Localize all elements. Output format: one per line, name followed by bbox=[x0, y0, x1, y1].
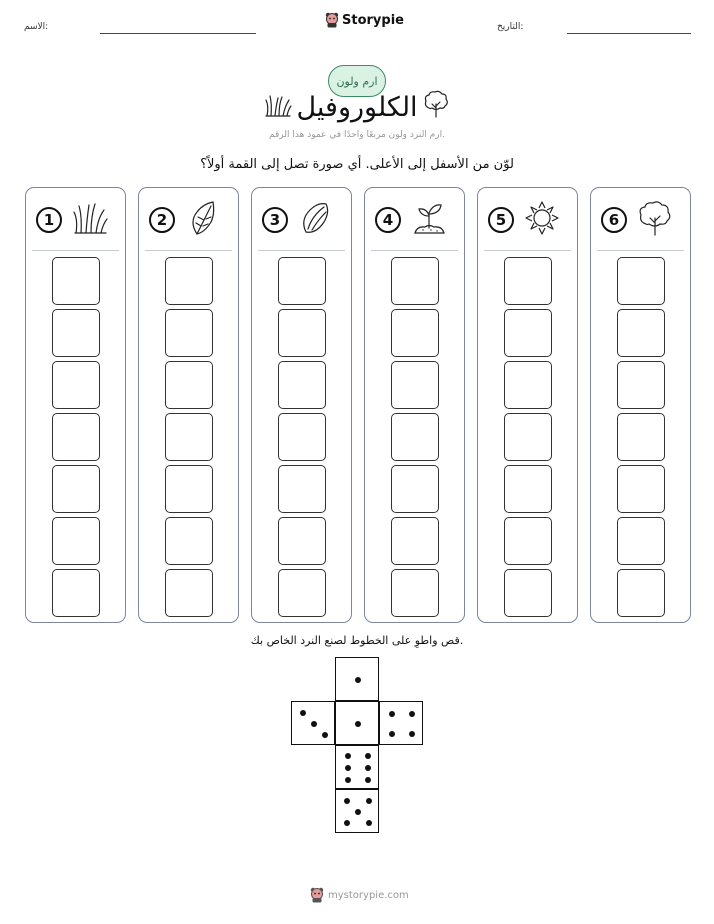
color-box[interactable] bbox=[617, 257, 665, 305]
column-divider bbox=[484, 250, 571, 251]
footer bbox=[310, 887, 409, 903]
color-box[interactable] bbox=[617, 569, 665, 617]
leaf-icon bbox=[185, 200, 221, 236]
color-box[interactable] bbox=[52, 361, 100, 409]
color-box[interactable] bbox=[391, 569, 439, 617]
color-box[interactable] bbox=[391, 309, 439, 357]
question-text: لوّن من الأسفل إلى الأعلى. أي صورة تصل إلى القمة أولاً؟ bbox=[200, 157, 514, 172]
column-divider bbox=[32, 250, 119, 251]
color-box[interactable] bbox=[165, 257, 213, 305]
color-box[interactable] bbox=[504, 413, 552, 461]
color-box[interactable] bbox=[617, 361, 665, 409]
color-box[interactable] bbox=[278, 465, 326, 513]
color-box[interactable] bbox=[617, 465, 665, 513]
color-box[interactable] bbox=[165, 569, 213, 617]
badge-label: ارم ولون bbox=[336, 74, 378, 88]
color-box[interactable] bbox=[504, 309, 552, 357]
column-4 bbox=[364, 187, 465, 623]
column-header bbox=[478, 188, 577, 250]
column-3 bbox=[251, 187, 352, 623]
column-number: 6 bbox=[601, 207, 627, 233]
column-header bbox=[591, 188, 690, 250]
column-number: 3 bbox=[262, 207, 288, 233]
column-number: 5 bbox=[488, 207, 514, 233]
dice-pip bbox=[409, 731, 415, 737]
dice-pip bbox=[409, 711, 415, 717]
name-line[interactable] bbox=[100, 33, 256, 34]
page-title: الكلوروفيل bbox=[296, 92, 418, 123]
bear-logo-icon bbox=[310, 887, 324, 903]
column-number: 4 bbox=[375, 207, 401, 233]
column-header bbox=[252, 188, 351, 250]
dice-face-4 bbox=[379, 701, 423, 745]
color-box[interactable] bbox=[504, 361, 552, 409]
color-box[interactable] bbox=[391, 257, 439, 305]
color-box[interactable] bbox=[504, 517, 552, 565]
instruction-text: ارم النرد ولون مربعًا واحدًا في عمود هذا الرقم. bbox=[269, 130, 445, 140]
dice-face-6 bbox=[335, 745, 379, 789]
color-box[interactable] bbox=[617, 413, 665, 461]
column-divider bbox=[371, 250, 458, 251]
dice-face-1 bbox=[335, 657, 379, 701]
color-box[interactable] bbox=[52, 413, 100, 461]
date-label: التاريخ: bbox=[497, 22, 524, 32]
color-box[interactable] bbox=[617, 309, 665, 357]
dice-pip bbox=[365, 765, 371, 771]
color-box[interactable] bbox=[391, 465, 439, 513]
seed-icon bbox=[298, 200, 334, 236]
dice-face-3 bbox=[291, 701, 335, 745]
dice-pip bbox=[322, 732, 328, 738]
color-box[interactable] bbox=[278, 413, 326, 461]
color-box[interactable] bbox=[165, 309, 213, 357]
dice-pip bbox=[344, 798, 350, 804]
color-box[interactable] bbox=[52, 309, 100, 357]
column-divider bbox=[258, 250, 345, 251]
column-header bbox=[139, 188, 238, 250]
color-box[interactable] bbox=[52, 569, 100, 617]
color-box[interactable] bbox=[165, 361, 213, 409]
sun-icon bbox=[524, 200, 560, 236]
grass-icon bbox=[72, 200, 108, 236]
color-box[interactable] bbox=[52, 517, 100, 565]
brand-name: Storypie bbox=[342, 12, 404, 28]
dice-pip bbox=[365, 777, 371, 783]
dice-pip bbox=[345, 753, 351, 759]
bear-logo-icon bbox=[325, 12, 339, 28]
dice-pip bbox=[365, 753, 371, 759]
color-box[interactable] bbox=[391, 413, 439, 461]
dice-pip bbox=[345, 777, 351, 783]
color-box[interactable] bbox=[391, 517, 439, 565]
column-number: 1 bbox=[36, 207, 62, 233]
name-label: الاسم: bbox=[24, 22, 49, 32]
color-box[interactable] bbox=[278, 361, 326, 409]
dice-pip bbox=[345, 765, 351, 771]
color-box[interactable] bbox=[278, 309, 326, 357]
color-box[interactable] bbox=[52, 257, 100, 305]
column-6 bbox=[590, 187, 691, 623]
color-box[interactable] bbox=[504, 257, 552, 305]
color-box[interactable] bbox=[52, 465, 100, 513]
column-1 bbox=[25, 187, 126, 623]
dice-pip bbox=[389, 711, 395, 717]
color-box[interactable] bbox=[165, 413, 213, 461]
color-box[interactable] bbox=[391, 361, 439, 409]
sprout-icon bbox=[411, 200, 447, 236]
dice-face-1 bbox=[335, 701, 379, 745]
column-2 bbox=[138, 187, 239, 623]
dice-pip bbox=[389, 731, 395, 737]
color-box[interactable] bbox=[504, 465, 552, 513]
dice-pip bbox=[355, 721, 361, 727]
color-box[interactable] bbox=[278, 257, 326, 305]
column-divider bbox=[597, 250, 684, 251]
column-header bbox=[26, 188, 125, 250]
dice-pip bbox=[355, 677, 361, 683]
footer-url[interactable]: mystorypie.com bbox=[328, 889, 409, 901]
date-line[interactable] bbox=[567, 33, 691, 34]
brand bbox=[325, 12, 404, 28]
column-divider bbox=[145, 250, 232, 251]
color-box[interactable] bbox=[278, 569, 326, 617]
column-number: 2 bbox=[149, 207, 175, 233]
dice-pip bbox=[311, 721, 317, 727]
color-box[interactable] bbox=[617, 517, 665, 565]
dice-face-5 bbox=[335, 789, 379, 833]
column-header bbox=[365, 188, 464, 250]
tree-icon bbox=[637, 200, 673, 236]
tree-icon bbox=[423, 90, 449, 118]
dice-pip bbox=[355, 809, 361, 815]
color-box[interactable] bbox=[278, 517, 326, 565]
cut-instruction: قص واطوِ على الخطوط لصنع النرد الخاص بك. bbox=[250, 634, 464, 647]
color-box[interactable] bbox=[165, 465, 213, 513]
color-box[interactable] bbox=[165, 517, 213, 565]
color-box[interactable] bbox=[504, 569, 552, 617]
column-5 bbox=[477, 187, 578, 623]
dice-pip bbox=[366, 820, 372, 826]
dice-pip bbox=[300, 710, 306, 716]
dice-pip bbox=[344, 820, 350, 826]
dice-pip bbox=[366, 798, 372, 804]
